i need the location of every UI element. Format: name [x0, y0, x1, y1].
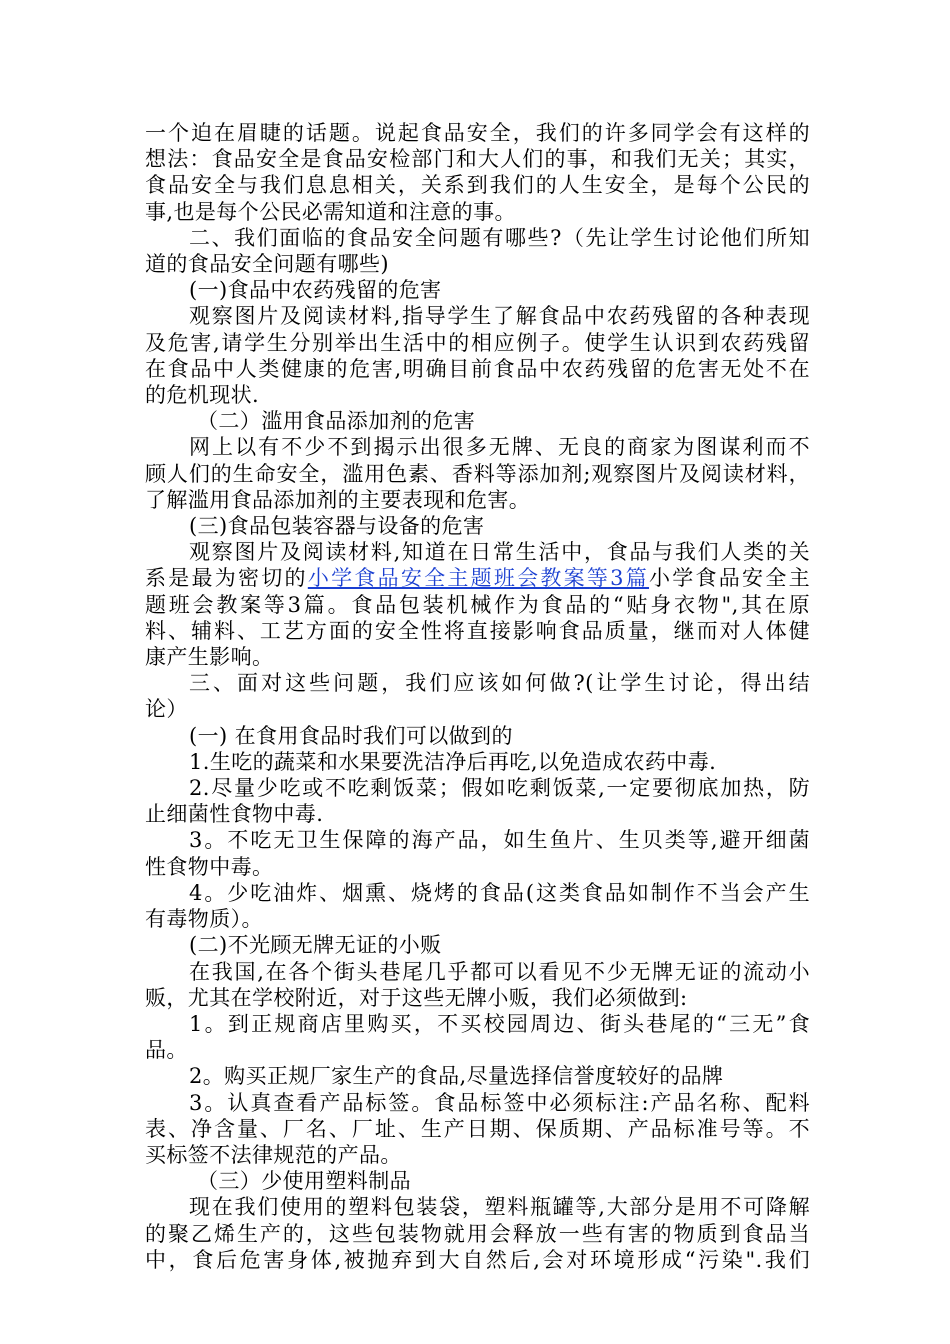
- text-segment: 系是最为密切的: [145, 566, 308, 591]
- list-item: 4。少吃油炸、烟熏、烧烤的食品(这类食品如制作不当会产生: [189, 880, 810, 905]
- text-line: 一个迫在眉睫的话题。说起食品安全，我们的许多同学会有这样的: [145, 121, 810, 145]
- text-line: 的聚乙烯生产的，这些包装物就用会释放一些有害的物质到食品当: [145, 1221, 810, 1246]
- subsection-heading: (三)食品包装容器与设备的危害: [189, 514, 485, 539]
- text-line: 了解滥用食品添加剂的主要表现和危害。: [145, 487, 531, 512]
- list-item: 2。购买正规厂家生产的食品,尽量选择信誉度较好的品牌: [189, 1064, 724, 1089]
- text-line: 的危机现状.: [145, 383, 260, 408]
- text-line: 及危害,请学生分别举出生活中的相应例子。使学生认识到农药残留: [145, 330, 810, 355]
- section-heading: 三、面对这些问题，我们应该如何做?(让学生讨论，得出结: [189, 671, 810, 696]
- subsection-heading: （二）滥用食品添加剂的危害: [197, 409, 476, 434]
- text-segment: 小学食品安全主: [649, 566, 810, 591]
- text-line: 食品安全与我们息息相关，关系到我们的人生安全，是每个公民的: [145, 173, 810, 198]
- text-line: 事,也是每个公民必需知道和注意的事。: [145, 199, 516, 224]
- text-line: 顾人们的生命安全，滥用色素、香料等添加剂;观察图片及阅读材料，: [145, 461, 810, 486]
- text-line: 买标签不法律规范的产品。: [145, 1142, 402, 1167]
- article-link[interactable]: 小学食品安全主题班会教案等3篇: [307, 566, 650, 591]
- text-line: 观察图片及阅读材料,知道在日常生活中，食品与我们人类的关: [189, 540, 810, 565]
- text-line: 性食物中毒。: [145, 854, 274, 879]
- text-line: 在我国,在各个街头巷尾几乎都可以看见不少无牌无证的流动小: [189, 959, 810, 984]
- text-line: 止细菌性食物中毒.: [145, 802, 324, 827]
- text-line: 道的食品安全问题有哪些): [145, 252, 389, 277]
- section-heading: 二、我们面临的食品安全问题有哪些?（先让学生讨论他们所知: [189, 225, 810, 250]
- text-line: 想法：食品安全是食品安检部门和大人们的事，和我们无关；其实，: [145, 147, 810, 172]
- text-line: 康产生影响。: [145, 645, 274, 670]
- text-line: 品。: [145, 1038, 188, 1063]
- text-line: 表、净含量、厂名、厂址、生产日期、保质期、产品标准号等。不: [145, 1116, 810, 1141]
- list-item: 3。不吃无卫生保障的海产品，如生鱼片、生贝类等,避开细菌: [189, 828, 810, 853]
- list-item: 1。到正规商店里购买，不买校园周边、街头巷尾的“三无”食: [189, 1011, 810, 1036]
- text-line: 贩，尤其在学校附近，对于这些无牌小贩，我们必须做到:: [145, 985, 688, 1010]
- text-line: 有毒物质）。: [145, 907, 263, 932]
- list-item: 3。认真查看产品标签。食品标签中必须标注:产品名称、配料: [189, 1090, 810, 1115]
- subsection-heading: (二)不光顾无牌无证的小贩: [189, 933, 442, 958]
- list-item: 1.生吃的蔬菜和水果要洗洁净后再吃,以免造成农药中毒.: [189, 749, 717, 774]
- text-line: 题班会教案等3篇。食品包装机械作为食品的“贴身衣物",其在原: [145, 592, 810, 617]
- text-line: 料、辅料、工艺方面的安全性将直接影响食品质量，继而对人体健: [145, 618, 810, 643]
- text-line: 论）: [145, 697, 188, 722]
- subsection-heading: (一) 在食用食品时我们可以做到的: [189, 723, 513, 748]
- text-line: 现在我们使用的塑料包装袋，塑料瓶罐等,大部分是用不可降解: [189, 1195, 810, 1220]
- text-line: 在食品中人类健康的危害,明确目前食品中农药残留的危害无处不在: [145, 356, 810, 381]
- text-line: 观察图片及阅读材料,指导学生了解食品中农药残留的各种表现: [189, 304, 810, 329]
- list-item: 2.尽量少吃或不吃剩饭菜；假如吃剩饭菜,一定要彻底加热，防: [189, 776, 810, 801]
- subsection-heading: （三）少使用塑料制品: [197, 1169, 411, 1194]
- text-line: 中，食后危害身体,被抛弃到大自然后,会对环境形成“污染".我们: [145, 1247, 810, 1272]
- subsection-heading: (一)食品中农药残留的危害: [189, 278, 442, 303]
- text-line-with-link: [145, 565, 810, 591]
- text-line: 网上以有不少不到揭示出很多无牌、无良的商家为图谋利而不: [189, 435, 810, 460]
